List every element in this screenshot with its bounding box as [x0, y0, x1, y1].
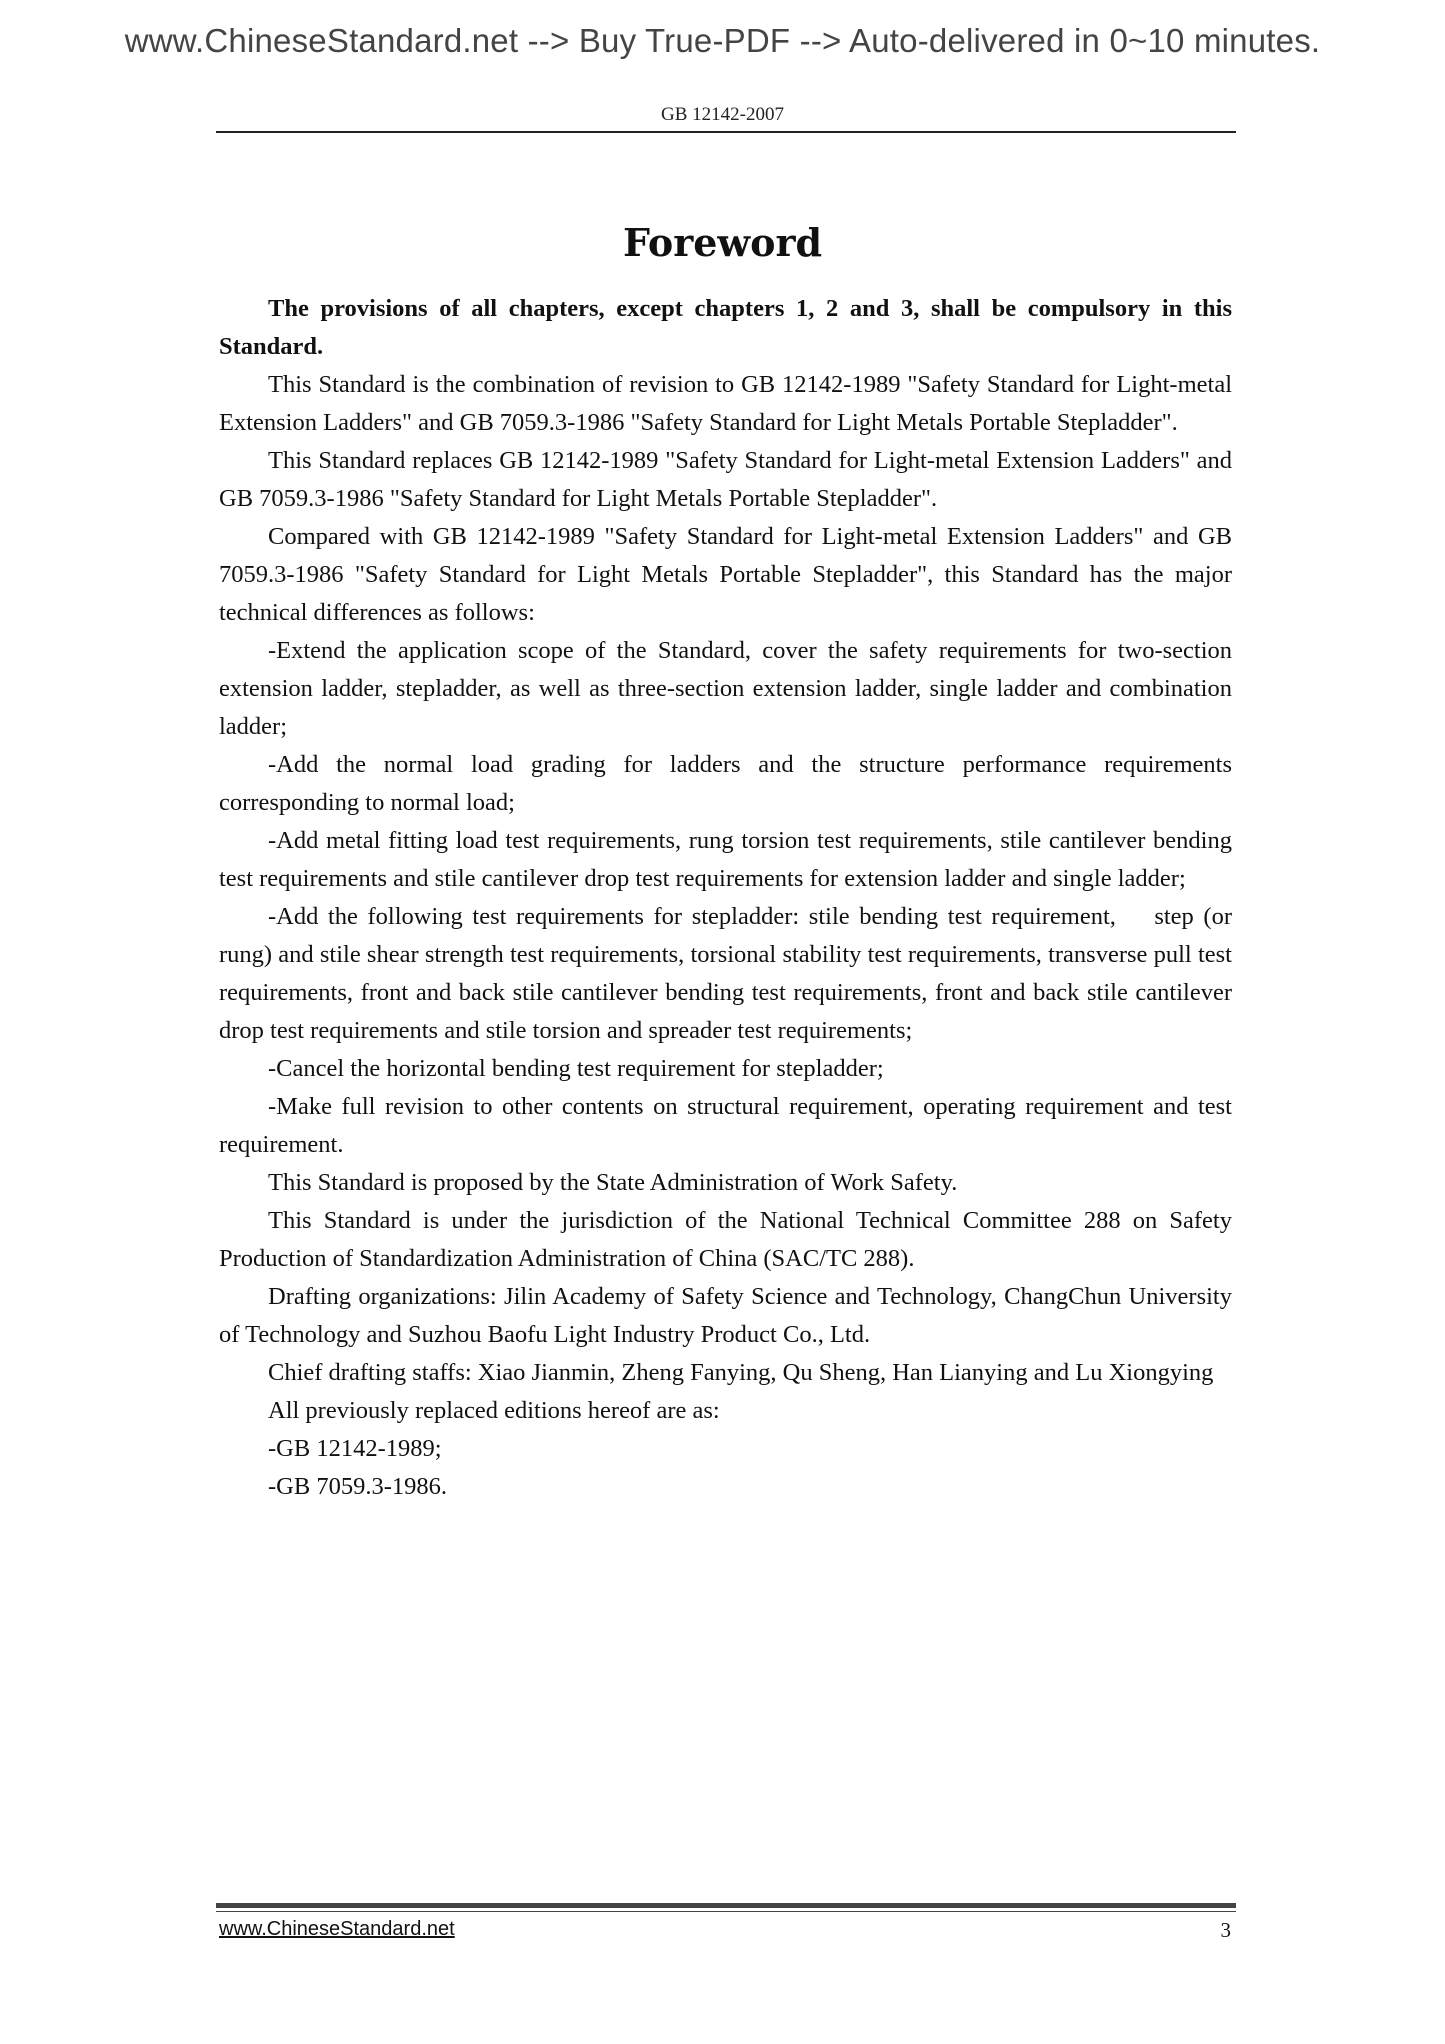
- footer-divider-thick: [216, 1903, 1236, 1908]
- list-item-cancel-bending: -Cancel the horizontal bending test requirement for stepladder;: [268, 1055, 884, 1082]
- standard-code: GB 12142-2007: [661, 104, 784, 125]
- paragraph-jurisdiction: This Standard is under the jurisdiction of the National Technical Committee 288 on Safety Production of Standardization Administration of China (SAC/TC 288).: [219, 1207, 1232, 1272]
- header-divider: [216, 131, 1236, 133]
- paragraph-proposed-by: This Standard is proposed by the State Administration of Work Safety.: [268, 1169, 958, 1196]
- paragraph-drafting-organizations: Drafting organizations: Jilin Academy of Safety Science and Technology, ChangChun University of Technology and Suzhou Baofu Light Industry Product Co., Ltd.: [219, 1283, 1232, 1348]
- paragraph-compulsory-note: The provisions of all chapters, except chapters 1, 2 and 3, shall be compulsory in this Standard.: [219, 295, 1232, 360]
- list-item-fitting-tests: -Add metal fitting load test requirements, rung torsion test requirements, stile cantilever bending test requirements and stile cantilever drop test requirements for extension ladder and single ladder;: [219, 827, 1232, 892]
- list-item-edition-1986: -GB 7059.3-1986.: [268, 1473, 447, 1500]
- paragraph-differences-intro: Compared with GB 12142-1989 "Safety Standard for Light-metal Extension Ladders" and GB 7059.3-1986 "Safety Standard for Light Metals Portable Stepladder", this Standard has the major technical differences as follows:: [219, 523, 1232, 626]
- footer-divider-thin: [216, 1911, 1236, 1912]
- list-item-scope: -Extend the application scope of the Standard, cover the safety requirements for two-section extension ladder, stepladder, as well as three-section extension ladder, single ladder and combination ladder;: [219, 637, 1232, 740]
- list-item-stepladder-tests: -Add the following test requirements for stepladder: stile bending test requirement, step (or rung) and stile shear strength test requirements, torsional stability test requirements, transverse pull test requirements, front and back stile cantilever bending test requirements, front and back stile cantilever drop test requirements and stile torsion and spreader test requirements;: [219, 903, 1232, 1044]
- paragraph-replaces: This Standard replaces GB 12142-1989 "Safety Standard for Light-metal Extension Ladders" and GB 7059.3-1986 "Safety Standard for Light Metals Portable Stepladder".: [219, 447, 1232, 512]
- paragraph-combination: This Standard is the combination of revision to GB 12142-1989 "Safety Standard for Light-metal Extension Ladders" and GB 7059.3-1986 "Safety Standard for Light Metals Portable Stepladder".: [219, 371, 1232, 436]
- page-title: Foreword: [622, 220, 823, 265]
- paragraph-previous-editions: All previously replaced editions hereof are as:: [268, 1397, 720, 1424]
- page-number: 3: [1220, 1918, 1231, 1942]
- footer-site-link[interactable]: www.ChineseStandard.net: [219, 1918, 455, 1940]
- list-item-full-revision: -Make full revision to other contents on structural requirement, operating requirement and test requirement.: [219, 1093, 1232, 1158]
- paragraph-drafting-staffs: Chief drafting staffs: Xiao Jianmin, Zheng Fanying, Qu Sheng, Han Lianying and Lu Xiongying: [268, 1359, 1214, 1386]
- site-banner[interactable]: www.ChineseStandard.net --> Buy True-PDF --> Auto-delivered in 0~10 minutes.: [124, 22, 1321, 59]
- list-item-load-grading: -Add the normal load grading for ladders and the structure performance requirements corresponding to normal load;: [219, 751, 1232, 816]
- document-body: [219, 290, 1232, 1506]
- list-item-edition-1989: -GB 12142-1989;: [268, 1435, 442, 1462]
